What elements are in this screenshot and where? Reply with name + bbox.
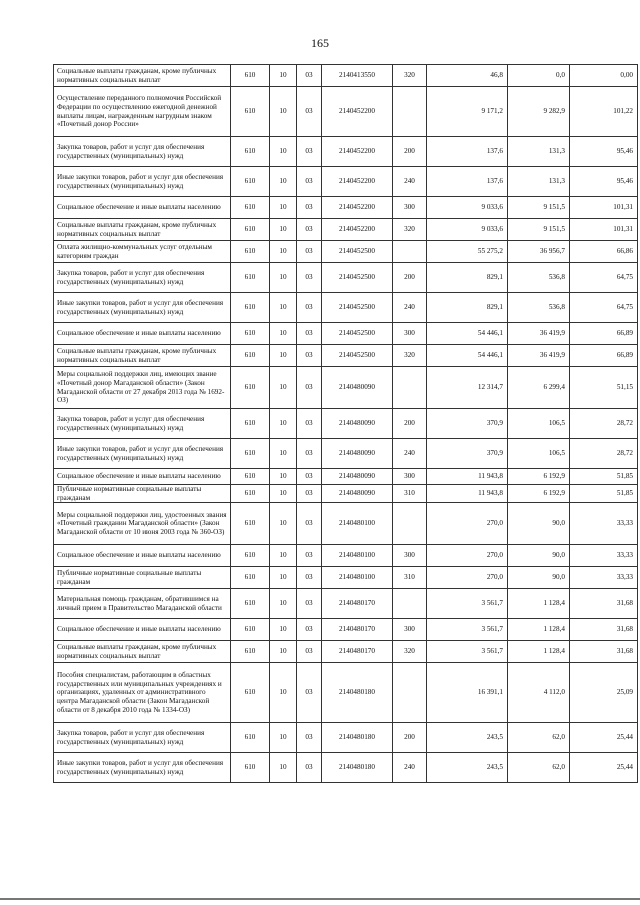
row-section: 10 [270,197,297,219]
row-admin-code: 610 [231,367,270,409]
row-name: Закупка товаров, работ и услуг для обеспечения государственных (муниципальных) нужд [54,263,231,293]
row-name: Социальное обеспечение и иные выплаты населению [54,323,231,345]
row-name: Социальное обеспечение и иные выплаты населению [54,197,231,219]
table-body [54,65,638,783]
table-row [54,323,638,345]
row-admin-code: 610 [231,241,270,263]
row-name: Иные закупки товаров, работ и услуг для обеспечения государственных (муниципальных) нужд [54,753,231,783]
row-planned-amount: 829,1 [427,293,508,323]
row-admin-code: 610 [231,409,270,439]
row-executed-amount: 1 128,4 [508,589,570,619]
row-target-article: 2140480170 [322,641,393,663]
table-row [54,263,638,293]
row-admin-code: 610 [231,619,270,641]
row-target-article: 2140452200 [322,167,393,197]
row-planned-amount: 54 446,1 [427,323,508,345]
row-subsection: 03 [297,439,322,469]
row-target-article: 2140452500 [322,263,393,293]
row-expense-type [393,589,427,619]
row-section: 10 [270,485,297,503]
row-admin-code: 610 [231,263,270,293]
row-subsection: 03 [297,323,322,345]
row-section: 10 [270,753,297,783]
row-subsection: 03 [297,723,322,753]
table-row [54,197,638,219]
row-planned-amount: 270,0 [427,545,508,567]
row-planned-amount: 137,6 [427,137,508,167]
row-subsection: 03 [297,753,322,783]
row-percent-executed: 95,46 [570,167,638,197]
row-planned-amount: 55 275,2 [427,241,508,263]
row-percent-executed: 25,44 [570,723,638,753]
table-row [54,619,638,641]
row-percent-executed: 28,72 [570,439,638,469]
row-planned-amount: 12 314,7 [427,367,508,409]
table-row [54,439,638,469]
table-row [54,503,638,545]
row-name: Публичные нормативные социальные выплаты гражданам [54,485,231,503]
row-target-article: 2140480100 [322,503,393,545]
row-target-article: 2140452500 [322,241,393,263]
row-expense-type: 240 [393,753,427,783]
row-admin-code: 610 [231,723,270,753]
row-subsection: 03 [297,503,322,545]
row-executed-amount: 36 956,7 [508,241,570,263]
row-admin-code: 610 [231,485,270,503]
row-subsection: 03 [297,567,322,589]
row-admin-code: 610 [231,197,270,219]
row-admin-code: 610 [231,753,270,783]
row-name: Социальное обеспечение и иные выплаты населению [54,619,231,641]
row-expense-type: 200 [393,137,427,167]
row-expense-type: 300 [393,469,427,485]
row-planned-amount: 11 943,8 [427,485,508,503]
row-section: 10 [270,545,297,567]
table-row [54,167,638,197]
table-row [54,65,638,87]
row-admin-code: 610 [231,663,270,723]
row-target-article: 2140480090 [322,439,393,469]
row-subsection: 03 [297,137,322,167]
row-subsection: 03 [297,219,322,241]
row-target-article: 2140480090 [322,367,393,409]
row-admin-code: 610 [231,345,270,367]
row-executed-amount: 90,0 [508,545,570,567]
row-section: 10 [270,345,297,367]
row-subsection: 03 [297,167,322,197]
row-section: 10 [270,619,297,641]
row-name: Меры социальной поддержки лиц, имеющих звание «Почетный донор Магаданской области» (Закон Магаданской области от 27 декабря 2013 года № 1692-ОЗ) [54,367,231,409]
row-name: Социальные выплаты гражданам, кроме публичных нормативных социальных выплат [54,345,231,367]
row-executed-amount: 36 419,9 [508,323,570,345]
row-target-article: 2140413550 [322,65,393,87]
row-executed-amount: 36 419,9 [508,345,570,367]
row-section: 10 [270,219,297,241]
row-subsection: 03 [297,409,322,439]
row-expense-type [393,241,427,263]
row-planned-amount: 829,1 [427,263,508,293]
row-section: 10 [270,439,297,469]
row-subsection: 03 [297,65,322,87]
row-planned-amount: 16 391,1 [427,663,508,723]
row-planned-amount: 54 446,1 [427,345,508,367]
row-target-article: 2140480170 [322,619,393,641]
row-section: 10 [270,503,297,545]
row-planned-amount: 370,9 [427,439,508,469]
row-percent-executed: 64,75 [570,293,638,323]
row-percent-executed: 66,89 [570,345,638,367]
row-expense-type: 240 [393,439,427,469]
row-target-article: 2140480170 [322,589,393,619]
row-name: Закупка товаров, работ и услуг для обеспечения государственных (муниципальных) нужд [54,723,231,753]
row-expense-type: 310 [393,485,427,503]
row-executed-amount: 9 282,9 [508,87,570,137]
table-row [54,485,638,503]
row-target-article: 2140452200 [322,87,393,137]
row-expense-type: 300 [393,545,427,567]
row-target-article: 2140480180 [322,663,393,723]
row-target-article: 2140452500 [322,345,393,367]
row-section: 10 [270,567,297,589]
row-target-article: 2140480100 [322,567,393,589]
row-percent-executed: 101,31 [570,197,638,219]
row-admin-code: 610 [231,219,270,241]
row-percent-executed: 95,46 [570,137,638,167]
row-subsection: 03 [297,589,322,619]
row-executed-amount: 62,0 [508,753,570,783]
row-admin-code: 610 [231,545,270,567]
row-target-article: 2140452200 [322,137,393,167]
row-name: Иные закупки товаров, работ и услуг для обеспечения государственных (муниципальных) нужд [54,439,231,469]
row-expense-type [393,663,427,723]
row-admin-code: 610 [231,167,270,197]
row-subsection: 03 [297,263,322,293]
table-row [54,345,638,367]
row-target-article: 2140480100 [322,545,393,567]
row-expense-type: 320 [393,641,427,663]
row-executed-amount: 106,5 [508,409,570,439]
row-planned-amount: 9 033,6 [427,197,508,219]
table-row [54,137,638,167]
row-percent-executed: 101,31 [570,219,638,241]
row-planned-amount: 370,9 [427,409,508,439]
row-section: 10 [270,167,297,197]
row-subsection: 03 [297,545,322,567]
row-subsection: 03 [297,469,322,485]
page-number: 165 [311,36,329,50]
row-planned-amount: 243,5 [427,753,508,783]
row-target-article: 2140452200 [322,219,393,241]
row-subsection: 03 [297,345,322,367]
row-executed-amount: 90,0 [508,567,570,589]
row-expense-type: 320 [393,65,427,87]
row-expense-type: 240 [393,293,427,323]
row-admin-code: 610 [231,439,270,469]
table-row [54,663,638,723]
row-section: 10 [270,723,297,753]
row-target-article: 2140480090 [322,409,393,439]
row-executed-amount: 62,0 [508,723,570,753]
row-name: Закупка товаров, работ и услуг для обеспечения государственных (муниципальных) нужд [54,137,231,167]
row-subsection: 03 [297,641,322,663]
row-admin-code: 610 [231,323,270,345]
row-percent-executed: 0,00 [570,65,638,87]
row-executed-amount: 1 128,4 [508,619,570,641]
table-row [54,589,638,619]
row-admin-code: 610 [231,503,270,545]
row-planned-amount: 9 033,6 [427,219,508,241]
row-planned-amount: 11 943,8 [427,469,508,485]
row-percent-executed: 28,72 [570,409,638,439]
row-executed-amount: 6 192,9 [508,469,570,485]
row-percent-executed: 51,85 [570,485,638,503]
row-section: 10 [270,263,297,293]
row-executed-amount: 0,0 [508,65,570,87]
row-target-article: 2140452500 [322,293,393,323]
row-name: Иные закупки товаров, работ и услуг для обеспечения государственных (муниципальных) нужд [54,293,231,323]
row-subsection: 03 [297,293,322,323]
row-executed-amount: 4 112,0 [508,663,570,723]
row-planned-amount: 137,6 [427,167,508,197]
row-section: 10 [270,65,297,87]
row-expense-type [393,503,427,545]
row-subsection: 03 [297,367,322,409]
row-percent-executed: 66,86 [570,241,638,263]
row-name: Социальные выплаты гражданам, кроме публичных нормативных социальных выплат [54,641,231,663]
row-admin-code: 610 [231,293,270,323]
page-bottom-edge [0,898,640,900]
row-percent-executed: 64,75 [570,263,638,293]
row-expense-type: 300 [393,323,427,345]
row-subsection: 03 [297,619,322,641]
row-expense-type: 200 [393,409,427,439]
row-percent-executed: 31,68 [570,619,638,641]
row-executed-amount: 6 192,9 [508,485,570,503]
row-section: 10 [270,663,297,723]
row-percent-executed: 51,15 [570,367,638,409]
row-percent-executed: 25,44 [570,753,638,783]
row-planned-amount: 270,0 [427,567,508,589]
row-executed-amount: 536,8 [508,293,570,323]
row-subsection: 03 [297,87,322,137]
row-expense-type [393,367,427,409]
table-row [54,469,638,485]
row-section: 10 [270,589,297,619]
row-planned-amount: 3 561,7 [427,589,508,619]
row-name: Материальная помощь гражданам, обратившимся на личный прием в Правительство Магаданской области [54,589,231,619]
row-name: Закупка товаров, работ и услуг для обеспечения государственных (муниципальных) нужд [54,409,231,439]
row-subsection: 03 [297,485,322,503]
table-row [54,723,638,753]
row-target-article: 2140480180 [322,723,393,753]
table-row [54,367,638,409]
row-section: 10 [270,323,297,345]
row-executed-amount: 106,5 [508,439,570,469]
row-subsection: 03 [297,241,322,263]
row-section: 10 [270,293,297,323]
row-percent-executed: 101,22 [570,87,638,137]
row-planned-amount: 3 561,7 [427,641,508,663]
table-row [54,219,638,241]
table-row [54,567,638,589]
row-target-article: 2140480090 [322,469,393,485]
row-name: Меры социальной поддержки лиц, удостоенных звания «Почетный гражданин Магаданской области» (Закон Магаданской области от 10 июня 2003 года № 360-ОЗ) [54,503,231,545]
row-percent-executed: 33,33 [570,503,638,545]
row-percent-executed: 25,09 [570,663,638,723]
row-executed-amount: 9 151,5 [508,197,570,219]
row-section: 10 [270,241,297,263]
row-expense-type: 300 [393,197,427,219]
table-row [54,545,638,567]
row-expense-type: 320 [393,219,427,241]
table-row [54,641,638,663]
row-percent-executed: 31,68 [570,641,638,663]
row-expense-type: 200 [393,723,427,753]
row-executed-amount: 90,0 [508,503,570,545]
row-admin-code: 610 [231,87,270,137]
row-name: Осуществление переданного полномочия Российской Федерации по осуществлению ежегодной денежной выплаты лицам, награжденным нагрудным знаком «Почетный донор России» [54,87,231,137]
row-expense-type: 320 [393,345,427,367]
row-name: Публичные нормативные социальные выплаты гражданам [54,567,231,589]
row-target-article: 2140452200 [322,197,393,219]
row-section: 10 [270,409,297,439]
row-subsection: 03 [297,197,322,219]
row-expense-type [393,87,427,137]
row-planned-amount: 3 561,7 [427,619,508,641]
row-section: 10 [270,367,297,409]
row-name: Пособия специалистам, работающим в областных государственных или муниципальных учреждениях и организациях, удаленных от административного центра Магаданской области (Закон Магаданской области от 8 декабря 2010 года № 1334-ОЗ) [54,663,231,723]
row-planned-amount: 243,5 [427,723,508,753]
table-row [54,409,638,439]
row-admin-code: 610 [231,65,270,87]
row-target-article: 2140480090 [322,485,393,503]
row-section: 10 [270,137,297,167]
row-name: Оплата жилищно-коммунальных услуг отдельным категориям граждан [54,241,231,263]
row-executed-amount: 131,3 [508,167,570,197]
row-target-article: 2140480180 [322,753,393,783]
row-percent-executed: 31,68 [570,589,638,619]
row-admin-code: 610 [231,469,270,485]
row-section: 10 [270,641,297,663]
row-executed-amount: 1 128,4 [508,641,570,663]
table-row [54,87,638,137]
row-executed-amount: 9 151,5 [508,219,570,241]
row-section: 10 [270,469,297,485]
row-planned-amount: 46,8 [427,65,508,87]
row-admin-code: 610 [231,589,270,619]
row-executed-amount: 6 299,4 [508,367,570,409]
budget-table [53,64,638,783]
row-executed-amount: 536,8 [508,263,570,293]
row-admin-code: 610 [231,137,270,167]
row-executed-amount: 131,3 [508,137,570,167]
row-percent-executed: 66,89 [570,323,638,345]
row-percent-executed: 33,33 [570,545,638,567]
row-expense-type: 200 [393,263,427,293]
row-section: 10 [270,87,297,137]
table-row [54,753,638,783]
row-percent-executed: 33,33 [570,567,638,589]
row-expense-type: 240 [393,167,427,197]
row-percent-executed: 51,85 [570,469,638,485]
row-name: Социальное обеспечение и иные выплаты населению [54,469,231,485]
row-admin-code: 610 [231,641,270,663]
row-subsection: 03 [297,663,322,723]
row-expense-type: 300 [393,619,427,641]
row-name: Социальное обеспечение и иные выплаты населению [54,545,231,567]
table-row [54,293,638,323]
row-target-article: 2140452500 [322,323,393,345]
table-row [54,241,638,263]
row-name: Социальные выплаты гражданам, кроме публичных нормативных социальных выплат [54,65,231,87]
row-name: Иные закупки товаров, работ и услуг для обеспечения государственных (муниципальных) нужд [54,167,231,197]
row-planned-amount: 270,0 [427,503,508,545]
row-name: Социальные выплаты гражданам, кроме публичных нормативных социальных выплат [54,219,231,241]
row-expense-type: 310 [393,567,427,589]
row-planned-amount: 9 171,2 [427,87,508,137]
row-admin-code: 610 [231,567,270,589]
